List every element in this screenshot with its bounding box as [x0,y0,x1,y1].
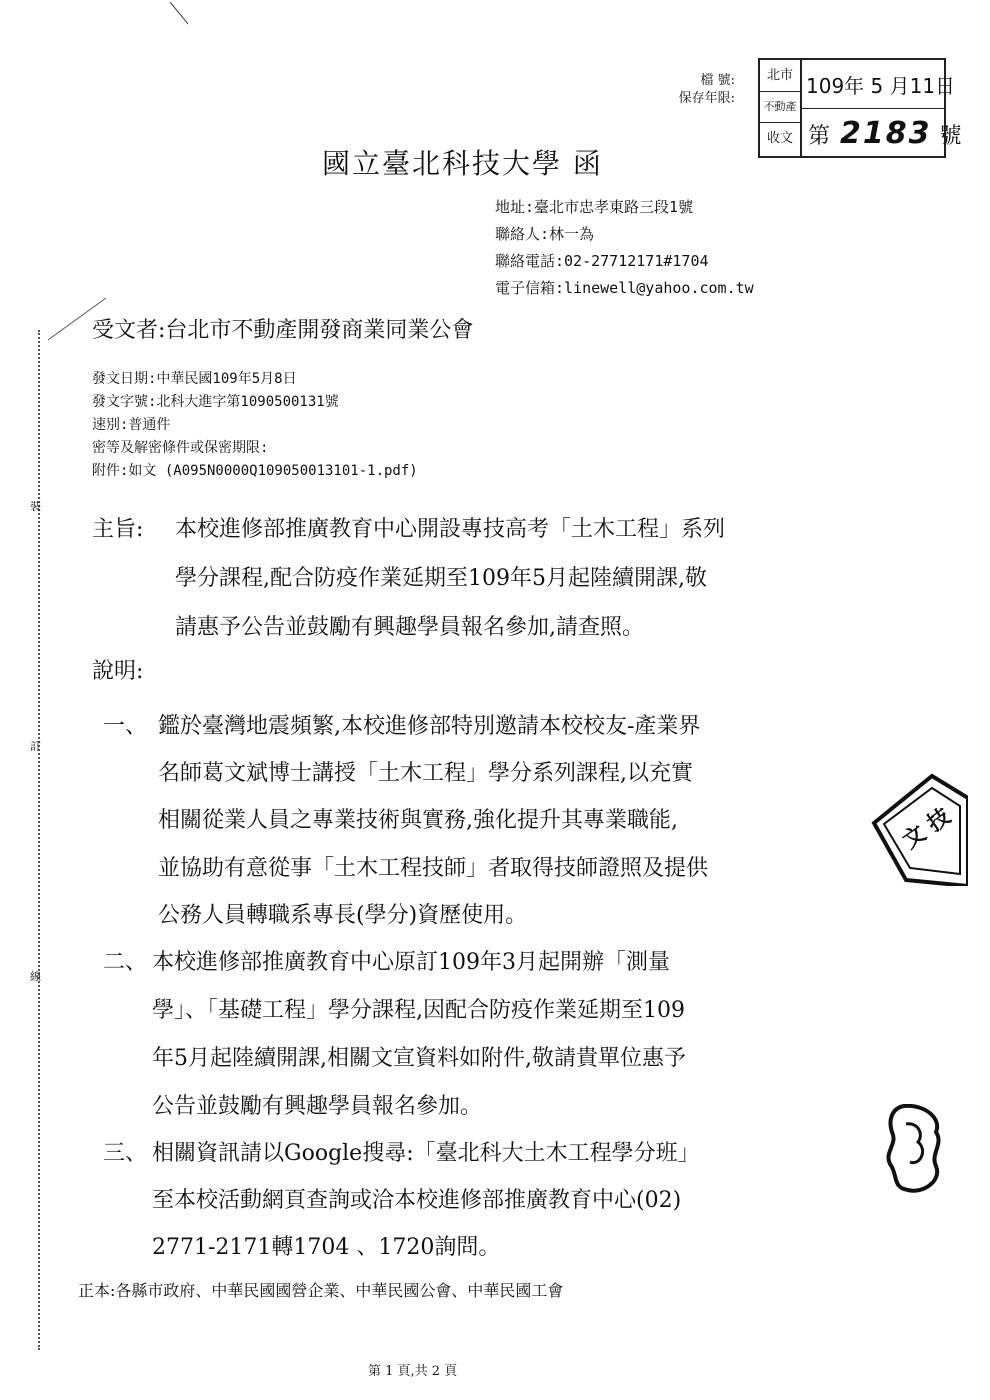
item-1-line: 鑑於臺灣地震頻繁,本校進修部特別邀請本校校友-產業界 [158,714,701,739]
subject-line: 請惠予公告並鼓勵有興趣學員報名參加,請查照。 [175,615,644,640]
item-3-line: 相關資訊請以Google搜尋:「臺北科大土木工程學分班」 [152,1141,700,1166]
margin-mark-line: 線 [30,970,41,983]
stamp-org-column [760,60,802,156]
contact-phone: 聯絡電話:02-27712171#1704 [495,252,709,270]
item-3-line: 2771-2171轉1704 、1720詢問。 [152,1235,501,1260]
file-number-label: 檔 號: [700,73,735,88]
item-2-line: 本校進修部推廣教育中心原訂109年3月起開辦「測量 [152,950,670,975]
item-2-line: 公告並鼓勵有興趣學員報名參加。 [152,1094,483,1119]
subject-line: 本校進修部推廣教育中心開設專技高考「土木工程」系列 [175,517,726,542]
margin-mark-stitch: 訂 [30,740,41,753]
stamp-divider [800,108,944,109]
item-label-2: 二、 [103,950,148,975]
document-meta [92,368,418,483]
official-seal-icon [862,768,968,886]
attachment: 附件:如文 (A095N0000Q109050013101-1.pdf) [92,463,418,479]
item-2-line: 年5月起陸續開課,相關文宣資料如附件,敬請貴單位惠予 [152,1046,686,1071]
ink-blot-icon [884,1104,944,1196]
retention-label: 保存年限: [678,91,735,106]
document-number: 發文字號:北科大進字第1090500131號 [92,394,339,410]
item-1-line: 名師葛文斌博士講授「土木工程」學分系列課程,以充實 [158,761,693,786]
item-label-1: 一、 [103,714,148,739]
contact-person: 聯絡人:林一為 [495,225,595,243]
page-number: 第 1 頁,共 2 頁 [368,1364,458,1379]
item-1-line: 相關從業人員之專業技術與實務,強化提升其專業職能, [158,808,678,833]
carbon-copy-line: 正本:各縣市政府、中華民國國營企業、中華民國公會、中華民國工會 [78,1281,564,1300]
stamp-number-handwritten: 2183 [840,116,932,151]
issue-date: 發文日期:中華民國109年5月8日 [92,371,297,387]
secrecy-level: 密等及解密條件或保密期限: [92,440,269,456]
stamp-number-prefix: 第 [808,124,831,149]
contact-email: 電子信箱:linewell@yahoo.com.tw [495,279,754,297]
received-stamp [758,58,962,158]
stamp-date: 109年 5 月11日 [806,74,956,98]
margin-mark-binding: 裝 [30,500,41,513]
item-label-3: 三、 [103,1141,148,1166]
item-1-line: 公務人員轉職系專長(學分)資歷使用。 [158,903,528,928]
stamp-org-2: 不動產 [760,91,800,123]
contact-address: 地址:臺北市忠孝東路三段1號 [495,198,694,216]
subject-heading: 主旨: [92,517,144,542]
item-1-line: 並協助有意從事「土木工程技師」者取得技師證照及提供 [158,856,709,881]
document-title: 國立臺北科技大學 函 [322,147,603,180]
subject-line: 學分課程,配合防疫作業延期至109年5月起陸續開課,敬 [175,566,707,591]
recipient: 受文者:台北市不動產開發商業同業公會 [92,318,474,343]
corner-tick-mark [168,0,192,26]
delivery-speed: 速別:普通件 [92,417,171,433]
binding-margin-line [38,330,41,1350]
item-3-line: 至本校活動網頁查詢或洽本校進修部推廣教育中心(02) [152,1188,682,1213]
file-info-labels [600,72,735,108]
seal-text: 文 技 [898,803,956,855]
stamp-org-1: 北市 [760,60,800,92]
stamp-org-3: 收文 [766,131,793,146]
contact-block [495,194,754,302]
item-2-line: 學」、「基礎工程」學分課程,因配合防疫作業延期至109 [152,998,685,1023]
stamp-number [808,116,962,151]
description-heading: 說明: [92,659,144,684]
stamp-number-suffix: 號 [939,124,962,149]
